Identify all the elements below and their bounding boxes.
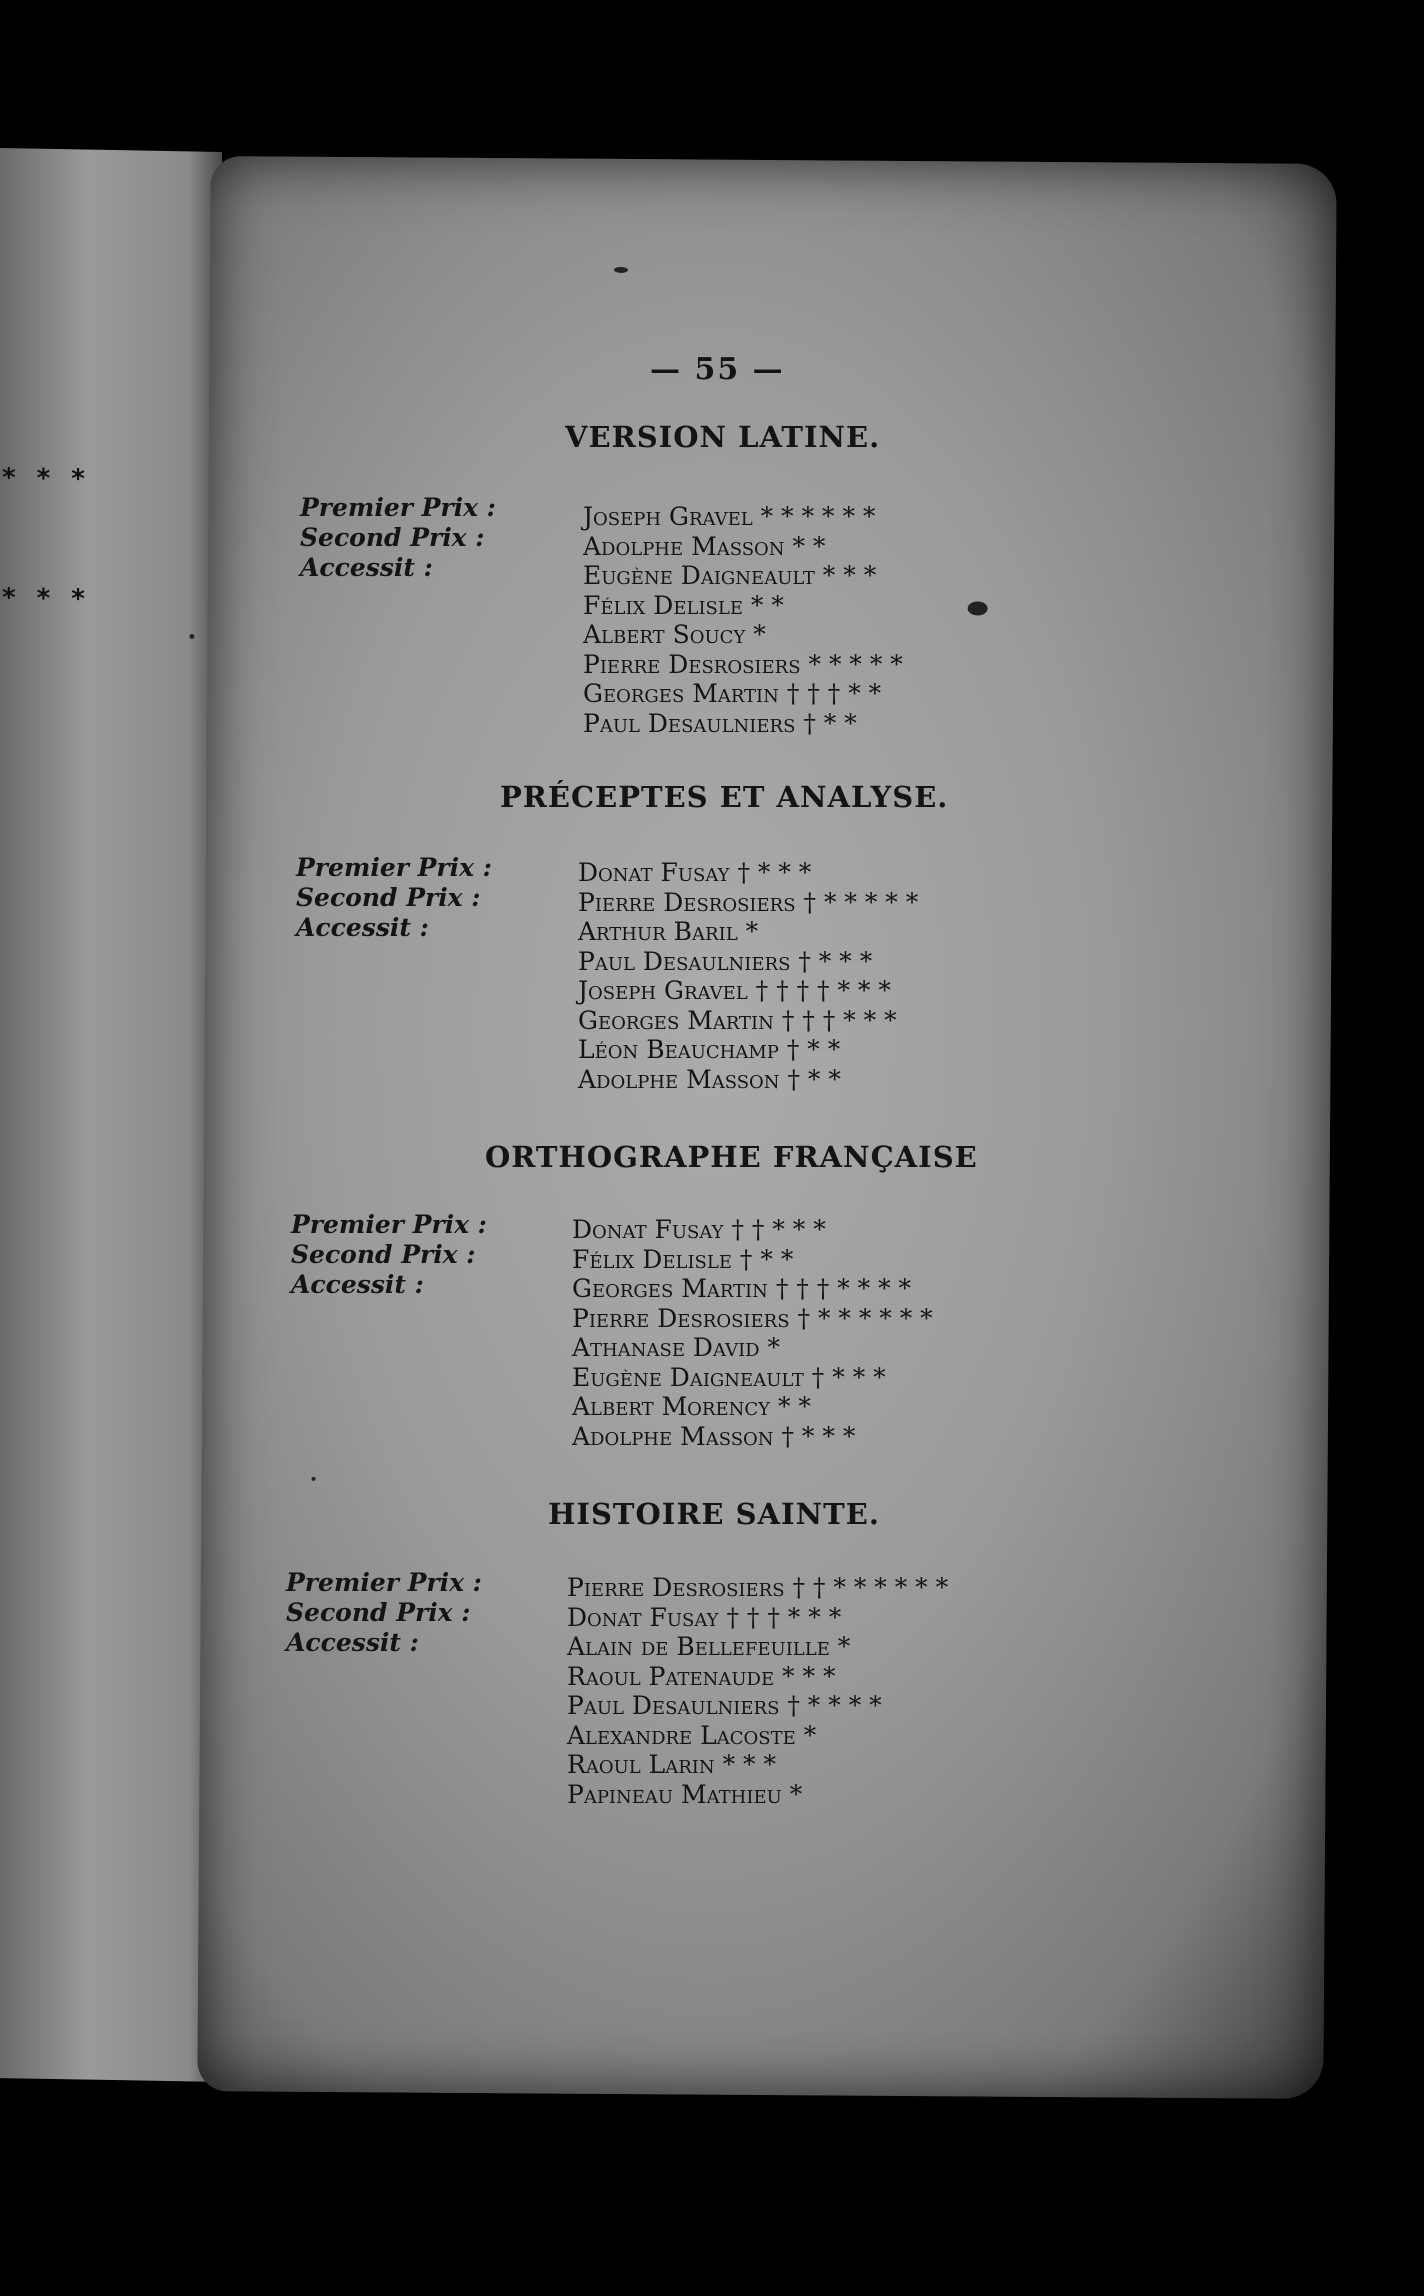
list-item: Pierre Desrosiers † * * * * * * (572, 1303, 933, 1333)
list-item: Athanase David * (572, 1333, 781, 1362)
list-item: Pierre Desrosiers * * * * * (583, 649, 903, 679)
list-item: Alain de Bellefeuille * (567, 1632, 851, 1661)
list-item: Eugène Daigneault † * * * (572, 1362, 886, 1392)
prize-labels (296, 853, 492, 943)
list-item: Georges Martin † † † * * * (578, 1005, 897, 1035)
accessit-label: Accessit : (291, 1270, 424, 1299)
left-page (0, 148, 222, 2082)
accessit-label: Accessit : (296, 913, 429, 942)
list-item: Paul Desaulniers † * * * (578, 946, 873, 976)
list-item: Papineau Mathieu * (567, 1779, 803, 1809)
list-item: Paul Desaulniers † * * * * (567, 1691, 882, 1720)
list-item: Félix Delisle * * (583, 590, 784, 620)
list-item: Eugène Daigneault * * * (583, 561, 877, 590)
second-prize-label: Second Prix : (286, 1598, 471, 1627)
section-title: PRÉCEPTES ET ANALYSE. (500, 780, 949, 814)
list-item: Joseph Gravel * * * * * * (583, 502, 876, 531)
list-item: Adolphe Masson * * (583, 531, 826, 561)
list-item: Adolphe Masson † * * (578, 1064, 841, 1094)
list-item: Albert Morency * * (572, 1392, 811, 1421)
section-title: VERSION LATINE. (565, 420, 881, 454)
entry-list (572, 1215, 933, 1451)
second-prize-label: Second Prix : (296, 883, 481, 912)
first-prize-label: Premier Prix : (291, 1210, 487, 1239)
entry-list (567, 1573, 948, 1809)
prize-labels (291, 1210, 487, 1300)
page-number: — 55 — (650, 352, 785, 387)
second-prize-label: Second Prix : (300, 523, 485, 552)
prize-labels (286, 1568, 482, 1658)
accessit-label: Accessit : (300, 553, 433, 582)
list-item: Joseph Gravel † † † † * * * (578, 976, 891, 1005)
list-item: Pierre Desrosiers † † * * * * * * (567, 1573, 949, 1602)
accessit-label: Accessit : (286, 1628, 419, 1657)
list-item: Donat Fusay † † * * * (572, 1215, 826, 1244)
list-item: Félix Delisle † * * (572, 1244, 794, 1274)
entry-list (578, 858, 918, 1094)
list-item: Raoul Larin * * * (567, 1750, 777, 1779)
list-item: Georges Martin † † † * * (583, 679, 882, 708)
section-title: ORTHOGRAPHE FRANÇAISE (485, 1140, 978, 1174)
list-item: Paul Desaulniers † * * (583, 708, 857, 738)
list-item: Donat Fusay † † † * * * (567, 1602, 842, 1632)
list-item: Raoul Patenaude * * * (567, 1661, 836, 1691)
list-item: Donat Fusay † * * * (578, 858, 812, 887)
section-title: HISTOIRE SAINTE. (548, 1497, 880, 1531)
entry-list (583, 502, 903, 738)
list-item: Georges Martin † † † * * * * (572, 1274, 912, 1303)
left-page-stars: * * * (2, 583, 91, 615)
left-page-stars: * * * (2, 463, 91, 495)
prize-labels (300, 493, 496, 583)
first-prize-label: Premier Prix : (286, 1568, 482, 1597)
list-item: Adolphe Masson † * * * (572, 1421, 856, 1451)
list-item: Pierre Desrosiers † * * * * * (578, 887, 919, 917)
list-item: Arthur Baril * (578, 917, 759, 946)
list-item: Albert Soucy * (583, 620, 766, 649)
first-prize-label: Premier Prix : (296, 853, 492, 882)
list-item: Alexandre Lacoste * (567, 1720, 817, 1750)
list-item: Léon Beauchamp † * * (578, 1035, 841, 1064)
second-prize-label: Second Prix : (291, 1240, 476, 1269)
first-prize-label: Premier Prix : (300, 493, 496, 522)
